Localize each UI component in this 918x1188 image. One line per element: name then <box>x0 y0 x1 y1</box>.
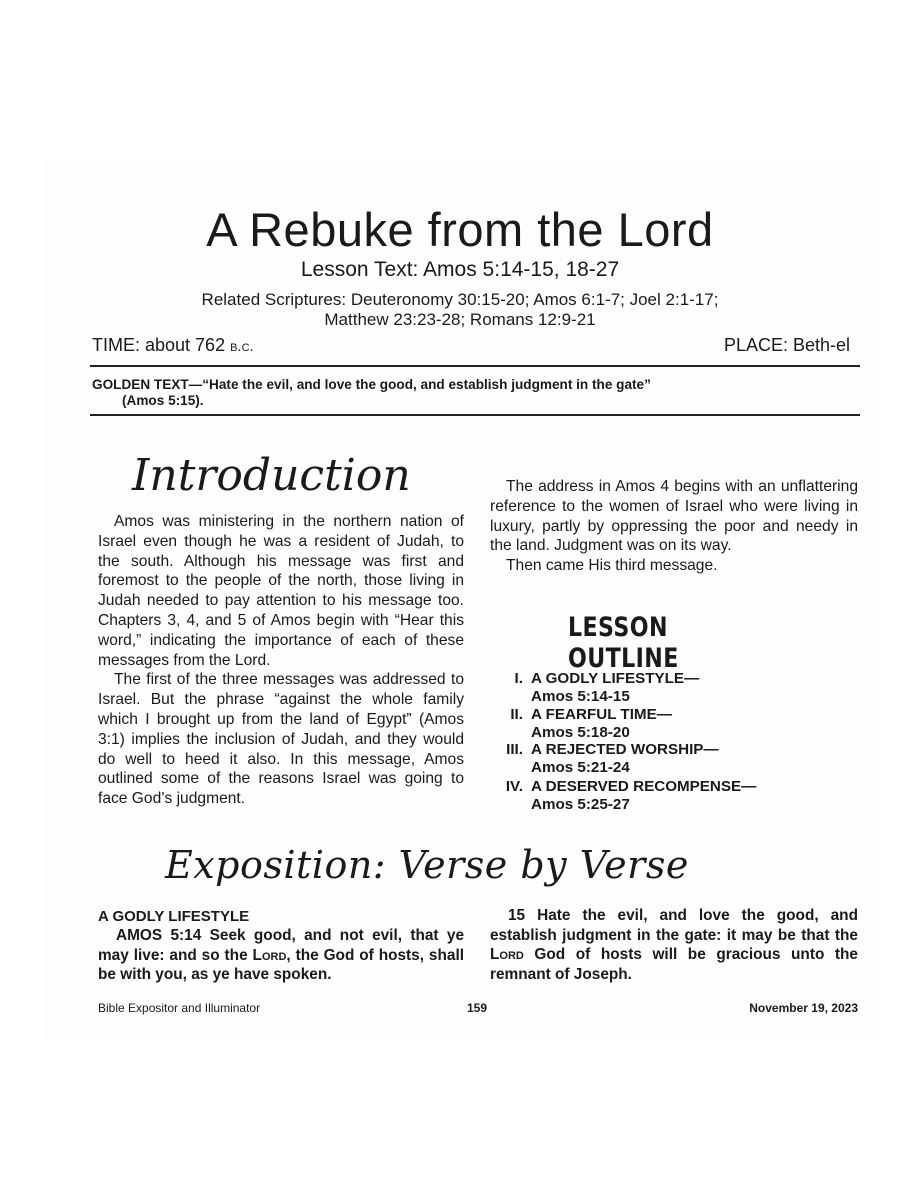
intro-paragraph-4: Then came His third message. <box>506 557 718 575</box>
outline-ref: Amos 5:18-20 <box>531 724 630 741</box>
golden-text-line-2: (Amos 5:15). <box>122 393 204 408</box>
time-info <box>92 335 254 356</box>
verse-14 <box>98 926 464 985</box>
verse-14-lord: Lord <box>252 946 287 964</box>
outline-item-2 <box>497 706 672 742</box>
footer-date: November 19, 2023 <box>749 1001 858 1015</box>
outline-ref: Amos 5:14-15 <box>531 688 630 705</box>
footer-page-number: 159 <box>467 1001 488 1015</box>
verse-15 <box>490 906 858 984</box>
exposition-heading: Exposition: Verse by Verse <box>165 843 689 887</box>
verse-15-text-a: 15 Hate the evil, and love the good, and establish judgment in the gate: it may be that the <box>490 907 858 944</box>
outline-title: A DESERVED RECOMPENSE— <box>531 778 757 795</box>
golden-text-line-1: GOLDEN TEXT—“Hate the evil, and love the good, and establish judgment in the gate” <box>92 377 651 392</box>
outline-item-4 <box>497 778 756 814</box>
outline-title: A FEARFUL TIME— <box>531 706 672 723</box>
outline-ref: Amos 5:21-24 <box>531 759 630 776</box>
divider-bottom <box>90 414 860 416</box>
outline-title: A REJECTED WORSHIP— <box>531 741 719 758</box>
intro-paragraph-3: The address in Amos 4 begins with an unflattering reference to the women of Israel who were living in luxury, partly by oppressing the poor and needy in the land. Judgment was on its way. <box>490 478 858 555</box>
outline-num: III. <box>506 741 523 758</box>
time-era: b.c. <box>230 338 254 355</box>
time-label: TIME: about 762 <box>92 335 226 355</box>
related-scriptures-line-1: Related Scriptures: Deuteronomy 30:15-20; Amos 6:1-7; Joel 2:1-17; <box>201 290 719 309</box>
lesson-title: A Rebuke from the Lord <box>206 203 714 256</box>
outline-title: A GODLY LIFESTYLE— <box>531 670 700 687</box>
lesson-outline-heading: LESSON OUTLINE <box>568 612 679 674</box>
section-heading-godly-lifestyle: A GODLY LIFESTYLE <box>98 908 250 925</box>
outline-item-3 <box>497 741 719 777</box>
divider-top <box>90 365 860 367</box>
outline-num: II. <box>510 706 523 723</box>
place-info: PLACE: Beth-el <box>723 335 850 355</box>
intro-paragraph-2: The first of the three messages was addressed to Israel. But the phrase “against the whole family which I brought up from the land of Egypt” (Amos 3:1) implies the inclusion of Judah, and they would do well to heed it also. In this message, Amos outlined some of the reasons Israel was going to face God’s judgment. <box>98 671 464 808</box>
lesson-text-reference: Lesson Text: Amos 5:14-15, 18-27 <box>300 258 620 281</box>
introduction-left-column <box>98 512 464 809</box>
verse-14-text-a: AMOS 5:14 Seek good, and not evil, that ye may live: and so the <box>98 927 464 964</box>
outline-ref: Amos 5:25-27 <box>531 796 630 813</box>
intro-paragraph-1: Amos was ministering in the northern nation of Israel even though he was a resident of Judah, to the south. Although his message was first and foremost to the people of the north, those living in Judah needed to pay attention to his message too. Chapters 3, 4, and 5 of Amos begin with “Hear this word,” indicating the importance of each of these messages from the Lord. <box>98 513 464 669</box>
introduction-heading: Introduction <box>132 450 411 501</box>
outline-num: I. <box>514 670 523 687</box>
outline-num: IV. <box>505 778 523 795</box>
related-scriptures-line-2: Matthew 23:23-28; Romans 12:9-21 <box>324 310 596 329</box>
verse-14-text-b: , the God of hosts, shall be with you, as ye have spoken. <box>98 946 464 983</box>
outline-item-1 <box>497 670 699 706</box>
verse-15-lord: Lord <box>490 946 524 963</box>
verse-15-text-b: God of hosts will be gracious unto the remnant of Joseph. <box>490 946 858 983</box>
footer-publication: Bible Expositor and Illuminator <box>98 1001 261 1015</box>
introduction-right-column <box>490 477 858 576</box>
